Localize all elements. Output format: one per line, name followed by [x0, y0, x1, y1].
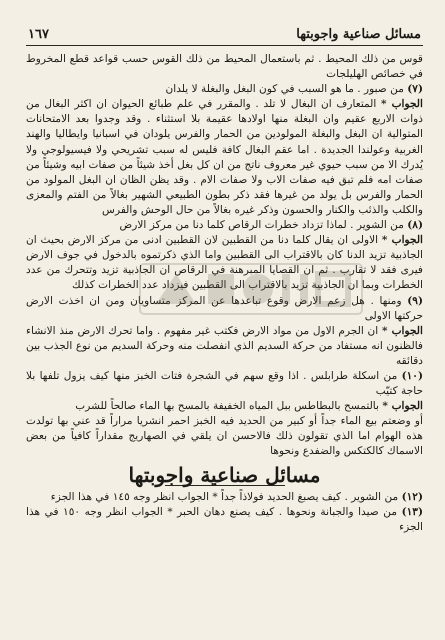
- question-text: من اسكلة طرابلس . اذا وقع سهم في الشجرة فتات الخبز منها كيف يزول تلفها بلا حاجة كتيّب: [26, 369, 423, 398]
- answer-label: الجواب *: [381, 98, 423, 111]
- answer-label: الجواب *: [382, 400, 423, 413]
- answer-10: [26, 399, 423, 414]
- question-10: [26, 369, 423, 399]
- question-number: (٨): [407, 219, 423, 232]
- question-text: من الشوير . كيف يصبغ الحديد فولاذاً جداً * الجواب انظر وجه ١٤٥ في هذا الجزء: [50, 490, 399, 503]
- question-12: [26, 490, 423, 505]
- answer-text: المتعارف ان البغال لا تلد . والمقرر في علم طبائع الحيوان ان اكثر البغال من ذوات الاربع عقيم وان البغلة منها اولادها عقيمة بلا استثناء . وقد وجدوا بعد الامتحانات المتوالية ان البغل والبغلة المولودين من الحمار والفرس يلودان في اسبانيا وايطاليا والهند الغربية وعولندا الجديدة . اما عقم البغال كافة فليس له سبب تشريحي ولا فيسيولوجي ولا يُدرك الا من سبب حيوي غير معروف ناتج من ان كل بغل أخذ شيئاً من صفات ابيه وشيئاً من صفات امه فلم تبق فيه صفات الاب ولا صفات الام . وقد يظن الظان ان البغل المولود من الحمار والفرس بل يولد من غيرها فقد ذكر بطون الطبيعي الشهير بغالاً من الفتم والمعزى والكلب والذئب والكنار والحسون وذكر غيره بغالاً من حال الوحش والفرس: [26, 98, 423, 216]
- question-text: ومنها . هل زعم الارض وقوع تباعدها عن المركز متساويان ومن ان اخذت الارض حركتها الاولى: [26, 294, 423, 322]
- question-13: [26, 505, 423, 535]
- answer-text: الاولى ان يقال كلما دنا من القطبين لان القطبين ادنى من مركز الارض بحيث ان الجاذبية تزيد الدنا كان بالاقتراب الى القطبين واما الذي ذكرتموه بالدخول في جوف الارض فيرى فقد لا تقارب . ثم ان القصايا المبرهنة في الرقاص ان الجاذبية تزيد وتتحرك من عدد الخطرات وبما ان الجاذبية تزيد بالاقتراب الى القطبين فيزداد عدد الخطرات كذلك: [26, 234, 423, 292]
- question-number: (٧): [407, 83, 423, 96]
- question-8: [26, 218, 423, 233]
- question-7: [26, 82, 423, 97]
- answer-label: الجواب *: [381, 234, 423, 247]
- paragraph-text: قوس من ذلك المحيط . ثم باستعمال المحيط من ذلك القوس حسب قواعد قطع المخروط في خصائص الهليلجات: [26, 53, 423, 81]
- answer-7: [26, 97, 423, 218]
- page-number: ١٦٧: [28, 27, 49, 42]
- paragraph-text: أو وضعتم بيع الماء جداً أو كبير من الحديد فيه الخبز احمر انشريا مراراً قد عني بها تولدت هذه الهوام اما الذي تقولون ذلك فالاحسن ان يلقي في الصهاريج مقداراً كافياً من بعض الاسماك كالكتكس والضفدع ونحوها: [26, 415, 423, 458]
- running-title: مسائل صناعية واجوبتها: [296, 27, 421, 42]
- answer-text: بالتمسح بالبطاطس ببل المياه الخفيفة بالمسح بها الماء صالحاً للشرب: [75, 400, 379, 413]
- answer-8: [26, 233, 423, 293]
- question-text: من الشوير . لماذا تزداد خطرات الرقاص كلما دنا من مركز الارض: [119, 219, 404, 232]
- question-number: (١٣): [401, 505, 423, 518]
- paragraph-11: [26, 414, 423, 459]
- question-number: (٩): [407, 294, 424, 307]
- section-heading: مسائل صناعية واجوبتها: [128, 462, 321, 487]
- page-content: [26, 22, 423, 628]
- answer-9: [26, 324, 423, 369]
- running-header: [26, 22, 423, 46]
- main-text: [26, 52, 423, 535]
- paragraph-intro: [26, 52, 423, 82]
- answer-label: الجواب *: [381, 324, 423, 337]
- question-number: (١٢): [401, 490, 423, 503]
- answer-text: ان الجرم الاول من مواد الارض فكتب غير مفهوم . واما تحرك الارض منذ الانشاء فالظنون انه مستفاد من حركة السديم الذي انفصلت منه وحركة السديم من نوع الجذب بين دقائقه: [26, 324, 423, 367]
- question-text: من صبور . ما هو السبب في كون البغل والبغلة لا يلدان: [165, 83, 404, 96]
- question-text: من صيدا والجبانة ونحوها . كيف يصنع دهان الحبر * الجواب انظر وجه ١٥٠ في هذا الجزء: [26, 505, 423, 533]
- question-9: [26, 294, 423, 324]
- question-number: (١٠): [401, 369, 423, 382]
